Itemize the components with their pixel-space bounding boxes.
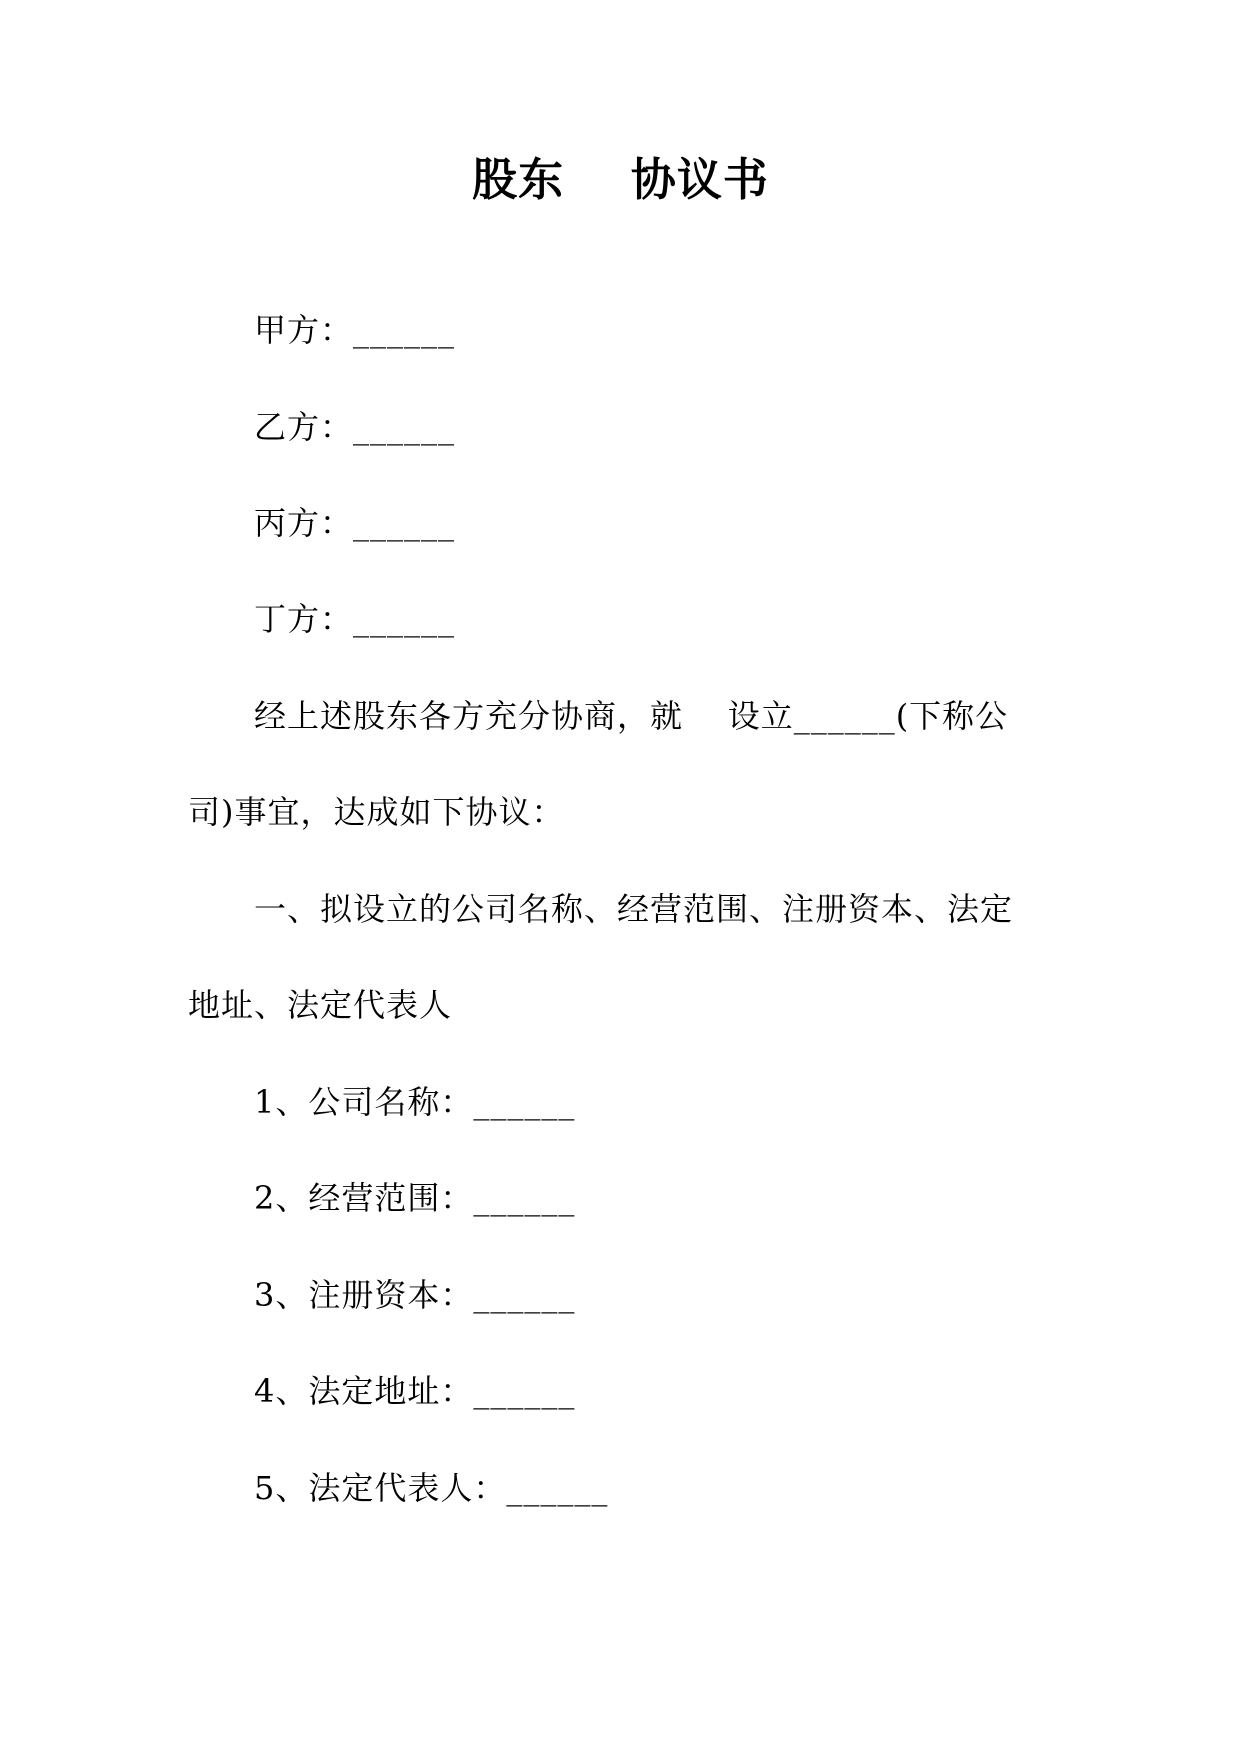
party-yi: 乙方：______ — [254, 408, 456, 446]
item-registered-capital: 3、注册资本：______ — [254, 1276, 576, 1314]
item-legal-representative: 5、法定代表人：______ — [254, 1469, 609, 1507]
item-company-name: 1、公司名称：______ — [254, 1083, 576, 1121]
party-jia: 甲方：______ — [254, 311, 456, 349]
document-title: 股东 协议书 — [472, 153, 769, 206]
intro-paragraph-line-1: 经上述股东各方充分协商，就 设立______(下称公 — [254, 697, 1009, 735]
party-ding: 丁方：______ — [254, 600, 456, 638]
section-1-heading-line-1: 一、拟设立的公司名称、经营范围、注册资本、法定 — [254, 890, 1014, 928]
intro-paragraph-line-2: 司)事宜，达成如下协议： — [188, 793, 565, 831]
item-business-scope: 2、经营范围：______ — [254, 1179, 576, 1217]
section-1-heading-line-2: 地址、法定代表人 — [188, 986, 453, 1024]
item-legal-address: 4、法定地址：______ — [254, 1372, 576, 1410]
party-bing: 丙方：______ — [254, 504, 456, 542]
